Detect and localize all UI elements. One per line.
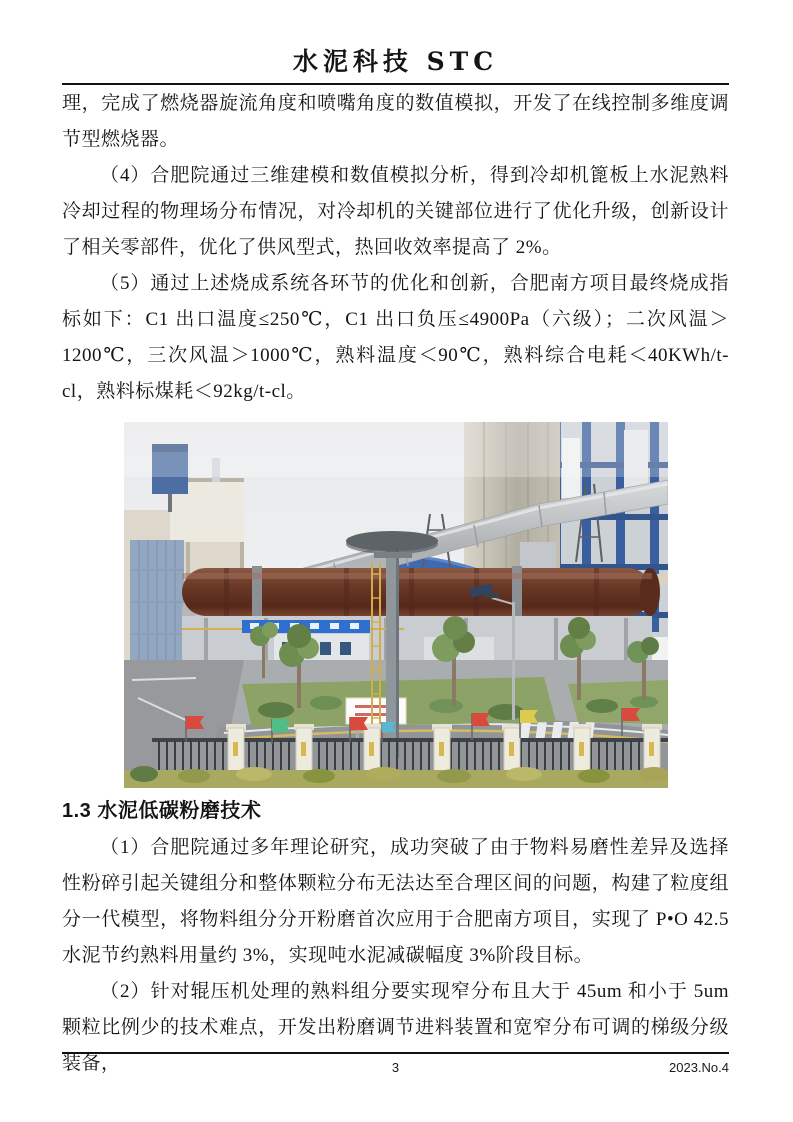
cement-plant-photo [124, 422, 668, 788]
section-heading-1-3: 1.3 水泥低碳粉磨技术 [62, 800, 262, 822]
paragraph-item-2: （2）针对辊压机处理的熟料组分要实现窄分布且大于 45um 和小于 5um 颗粒比例少的技术难点，开发出粉磨调节进料装置和宽窄分布可调的梯级分级装备， [62, 981, 729, 1074]
journal-title: 水泥科技 STC [292, 47, 499, 76]
page-number: 3 [391, 1060, 400, 1075]
page-header [62, 0, 729, 85]
paragraph-intro-continuation: 理，完成了燃烧器旋流角度和喷嘴角度的数值模拟，开发了在线控制多维度调节型燃烧器。 [62, 93, 729, 150]
page-footer [62, 1052, 729, 1088]
page-body [62, 86, 729, 1082]
paragraph-item-4: （4）合肥院通过三维建模和数值模拟分析，得到冷却机篦板上水泥熟料冷却过程的物理场分布情况，对冷却机的关键部位进行了优化升级，创新设计了相关零部件，优化了供风型式，热回收效率提高了 2%。 [62, 165, 729, 258]
issue-number: 2023.No.4 [669, 1060, 729, 1075]
paragraph-item-1: （1）合肥院通过多年理论研究，成功突破了由于物料易磨性差异及选择性粉碎引起关键组分和整体颗粒分布无法达至合理区间的问题，构建了粒度组分一代模型，将物料组分分开粉磨首次应用于合肥南方项目，实现了 P•O 42.5 水泥节约熟料用量约 3%，实现吨水泥减碳幅度 3%阶段目标。 [62, 837, 729, 966]
paragraph-item-5: （5）通过上述烧成系统各环节的优化和创新，合肥南方项目最终烧成指标如下：C1 出口温度≤250℃，C1 出口负压≤4900Pa（六级）；二次风温＞1200℃，三次风温＞1000℃，熟料温度＜90℃，熟料综合电耗＜40KWh/t-cl，熟料标煤耗＜92kg/t-cl。 [62, 273, 729, 402]
cement-plant-photo-graphic [124, 422, 668, 788]
